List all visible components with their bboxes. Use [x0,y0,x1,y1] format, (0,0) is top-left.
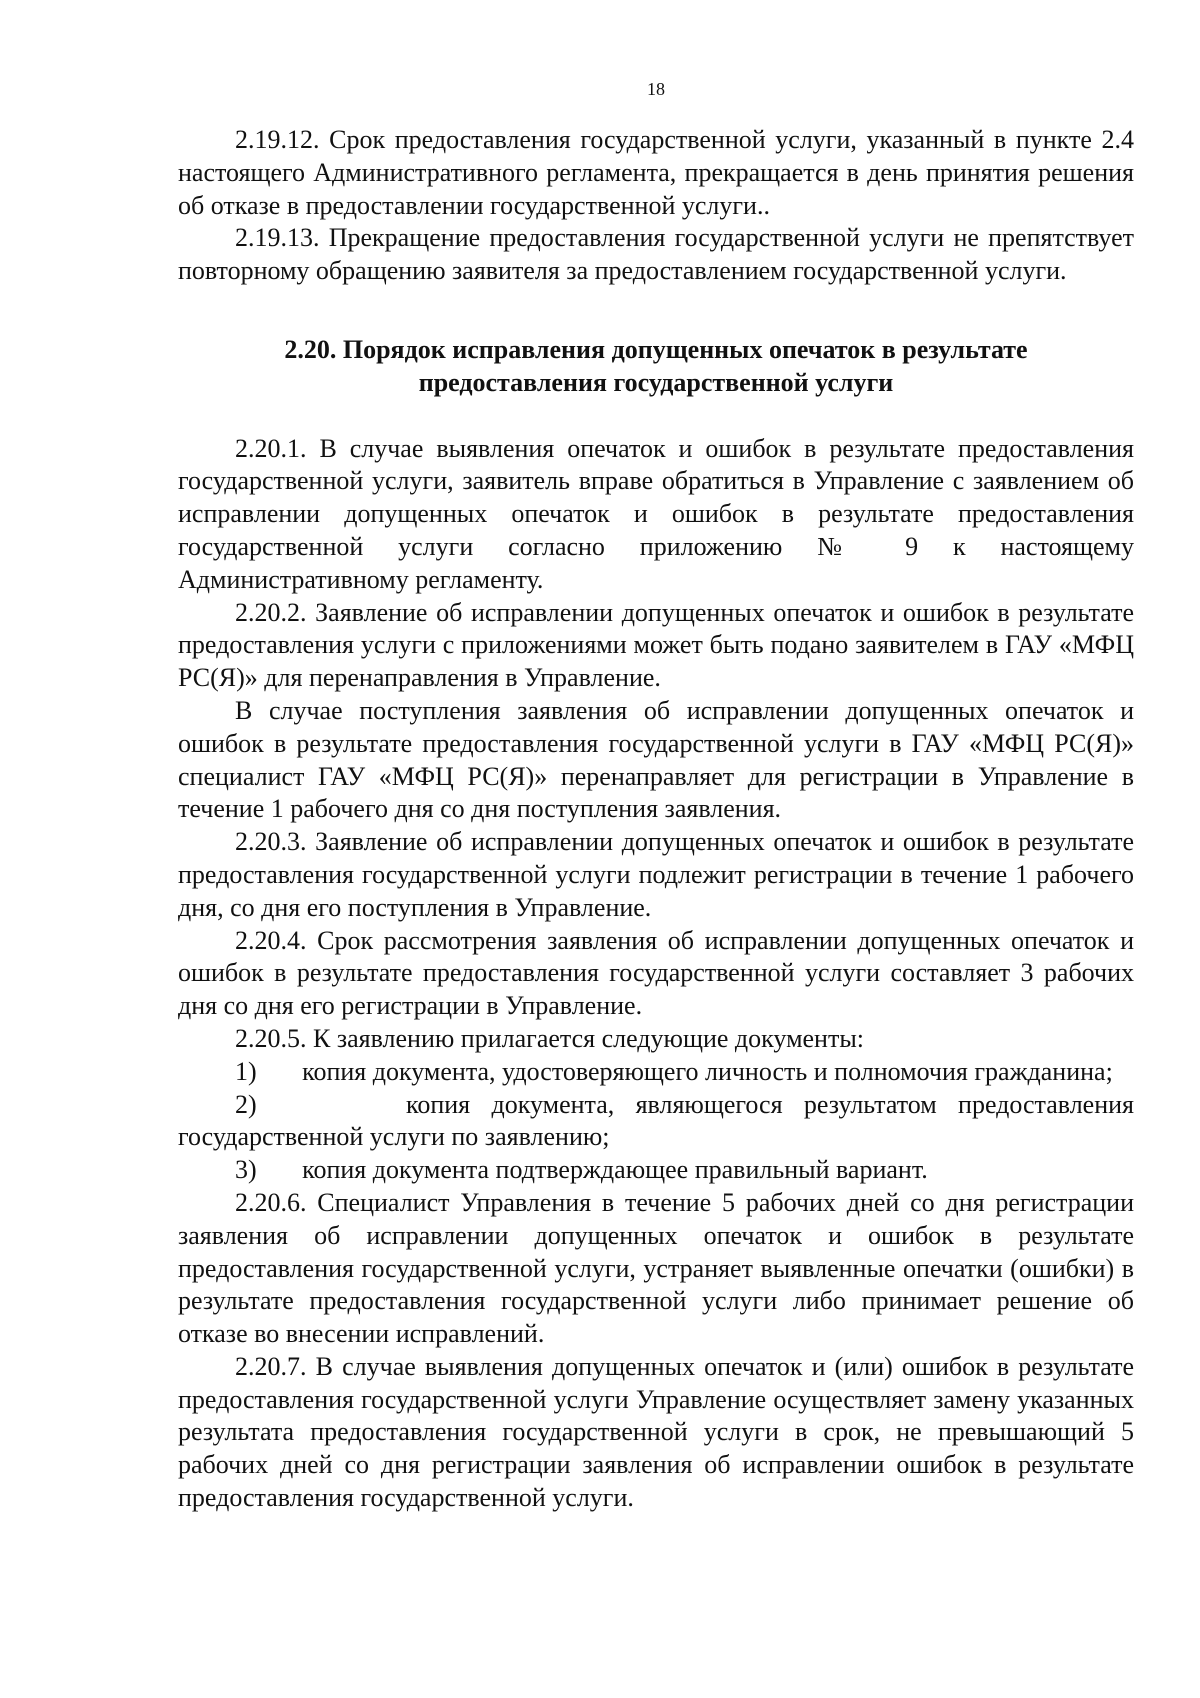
list-item [178,1056,1134,1089]
paragraph-2-20-3: 2.20.3. Заявление об исправлении допущенных опечаток и ошибок в результате предоставления государственной услуги подлежит регистрации в течение 1 рабочего дня, со дня его поступления в Управление. [178,827,1134,922]
page-number: 18 [647,79,665,99]
paragraph-2-20-7: 2.20.7. В случае выявления допущенных опечаток и (или) ошибок в результате предоставления государственной услуги Управление осуществляет замену указанных результата предоставления государственной услуги в срок, не превышающий 5 рабочих дней со дня регистрации заявления об исправлении ошибок в результате предоставления государственной услуги. [178,1351,1134,1513]
paragraph-2-19-13: 2.19.13. Прекращение предоставления государственной услуги не препятствует повторному обращению заявителя за предоставлением государственной услуги. [178,223,1134,286]
paragraph-2-20-4: 2.20.4. Срок рассмотрения заявления об исправлении допущенных опечаток и ошибок в результате предоставления государственной услуги составляет 3 рабочих дня со дня его регистрации в Управление. [178,925,1134,1021]
list-item-number: 3) [235,1155,257,1185]
list-item-text: копия документа, удостоверяющего личность и полномочия гражданина; [302,1056,1113,1086]
list-item [178,1154,1134,1187]
paragraph-2-20-2: 2.20.2. Заявление об исправлении допущенных опечаток и ошибок в результате предоставления услуги с приложениями может быть подано заявителем в ГАУ «МФЦ РС(Я)» для перенаправления в Управление. [178,597,1134,693]
paragraph-2-20-2-continued: В случае поступления заявления об исправлении допущенных опечаток и ошибок в результате предоставления государственной услуги в ГАУ «МФЦ РС(Я)» специалист ГАУ «МФЦ РС(Я)» перенаправляет для регистрации в Управление в течение 1 рабочего дня со дня поступления заявления. [178,695,1134,824]
list-item-number: 2) [235,1089,257,1119]
paragraph-2-19-12: 2.19.12. Срок предоставления государственной услуги, указанный в пункте 2.4 настоящего Административного регламента, прекращается в день принятия решения об отказе в предоставлении государственной услуги.. [178,125,1134,220]
section-heading-line-1: 2.20. Порядок исправления допущенных опечаток в результате [284,334,1028,364]
list-item-text: копия документа подтверждающее правильный вариант. [302,1155,928,1185]
section-heading [178,334,1134,400]
list-item [178,1089,1134,1155]
list-item-number: 1) [235,1056,257,1086]
list-item-text: копия документа, являющегося результатом предоставления государственной услуги по заявлению; [178,1089,1135,1152]
section-heading-line-2: предоставления государственной услуги [418,367,894,397]
paragraph-2-20-1: 2.20.1. В случае выявления опечаток и ошибок в результате предоставления государственной услуги, заявитель вправе обратиться в Управление с заявлением об исправлении допущенных опечаток и ошибок в результате предоставления государственной услуги согласно приложению № 9 к настоящему Административному регламенту. [178,433,1134,594]
paragraph-2-20-5: 2.20.5. К заявлению прилагается следующие документы: [235,1023,865,1053]
paragraph-2-20-6: 2.20.6. Специалист Управления в течение 5 рабочих дней со дня регистрации заявления об исправлении допущенных опечаток и ошибок в результате предоставления государственной услуги, устраняет выявленные опечатки (ошибки) в результате предоставления государственной услуги либо принимает решение об отказе во внесении исправлений. [178,1187,1134,1349]
